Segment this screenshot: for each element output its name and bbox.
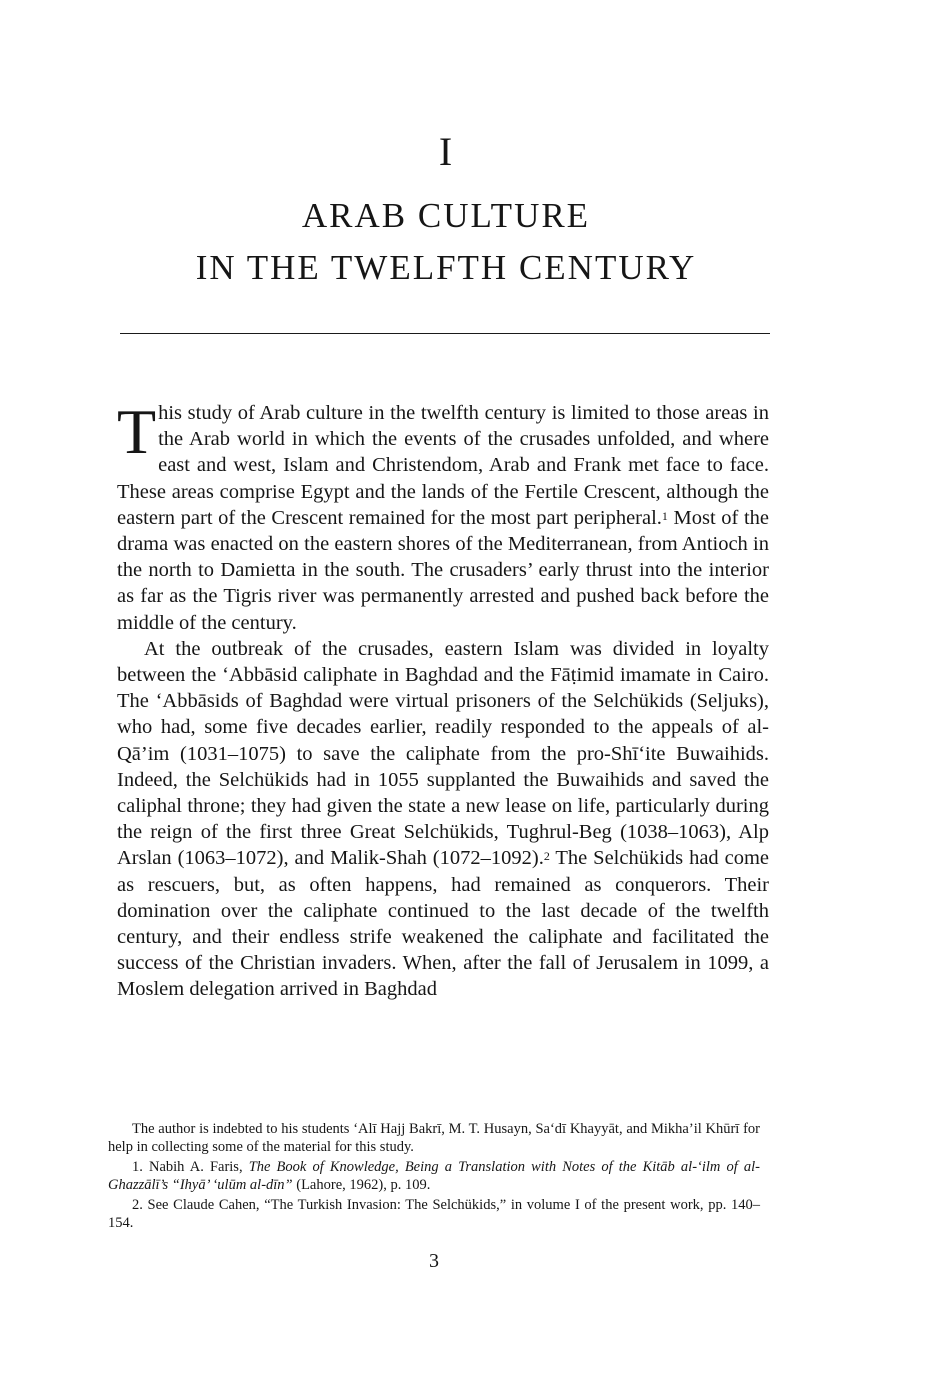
page-number: 3 bbox=[429, 1250, 439, 1272]
chapter-title-line-1: ARAB CULTURE bbox=[301, 196, 591, 235]
footnote-2: 2. See Claude Cahen, “The Turkish Invasion: The Selchükids,” in volume I of the present work, pp. 140–154. bbox=[108, 1197, 760, 1231]
footnote-acknowledgment: The author is indebted to his students ‘Alī Hajj Bakrī, M. T. Husayn, Sa‘dī Khayyāt, and Mikha’il Khūrī for help in collecting some of the material for this study. bbox=[108, 1121, 760, 1155]
footnote-1-suffix: (Lahore, 1962), p. 109. bbox=[292, 1177, 431, 1193]
body-text bbox=[117, 396, 769, 1003]
chapter-divider-rule bbox=[120, 333, 770, 334]
drop-cap: T bbox=[117, 396, 157, 467]
chapter-title-line-2: IN THE TWELFTH CENTURY bbox=[195, 248, 697, 287]
footnote-ref-2: 2 bbox=[543, 849, 550, 864]
chapter-number: I bbox=[438, 129, 454, 174]
paragraph-1-text-a: his study of Arab culture in the twelfth century is limited to those areas in the Arab world in which the events of the crusades unfolded, and where east and west, Islam and Christendom, Arab and Frank met face to face. These areas comprise Egypt and the lands of the Fertile Crescent, although the eastern part of the Crescent remained for the most part peripheral. bbox=[117, 402, 769, 529]
footnotes bbox=[108, 1120, 760, 1234]
paragraph-1-text-b: Most of the drama was enacted on the eastern shores of the Mediterranean, from Antioch in the north to Damietta in the south. The crusaders’ early thrust into the interior as far as the Tigris river was permanently arrested and pushed back before the middle of the century. bbox=[117, 506, 769, 634]
footnote-ref-1: 1 bbox=[661, 508, 668, 523]
paragraph-2 bbox=[117, 636, 769, 1003]
paragraph-2-text-b: The Selchükids had come as rescuers, but, as often happens, had remained as conquerors. Their domination over the caliphate continued to the last decade of the twelfth century, and their endless strife weakened the caliphate and facilitated the success of the Christian invaders. When, after the fall of Jerusalem in 1099, a Moslem delegation arrived in Baghdad bbox=[117, 847, 769, 1001]
paragraph-2-text-a: At the outbreak of the crusades, eastern Islam was divided in loyalty between the ‘Abbāsid caliphate in Baghdad and the Fāṭimid imamate in Cairo. The ‘Abbāsids of Baghdad were virtual prisoners of the Selchükids (Seljuks), who had, some five decades earlier, readily responded to the appeals of al-Qā’im (1031–1075) to save the caliphate from the pro-Shī‘ite Buwaihids. Indeed, the Selchükids had in 1055 supplanted the Buwaihids and saved the caliphal throne; they had given the state a new lease on life, particularly during the reign of the first three Great Selchükids, Tughrul-Beg (1038–1063), Alp Arslan (1063–1072), and Malik-Shah (1072–1092). bbox=[117, 637, 769, 870]
chapter-title bbox=[0, 190, 892, 294]
footnote-1 bbox=[108, 1158, 760, 1194]
footnote-1-prefix: 1. Nabih A. Faris, bbox=[132, 1159, 249, 1175]
footnote-1-title: The Book of Knowledge, Being a Translation with Notes of the Kitāb al-‘ilm of al-Ghazzālī’s “Ihyā’ ‘ulūm al-dīn” bbox=[108, 1159, 760, 1193]
paragraph-1 bbox=[117, 396, 769, 636]
